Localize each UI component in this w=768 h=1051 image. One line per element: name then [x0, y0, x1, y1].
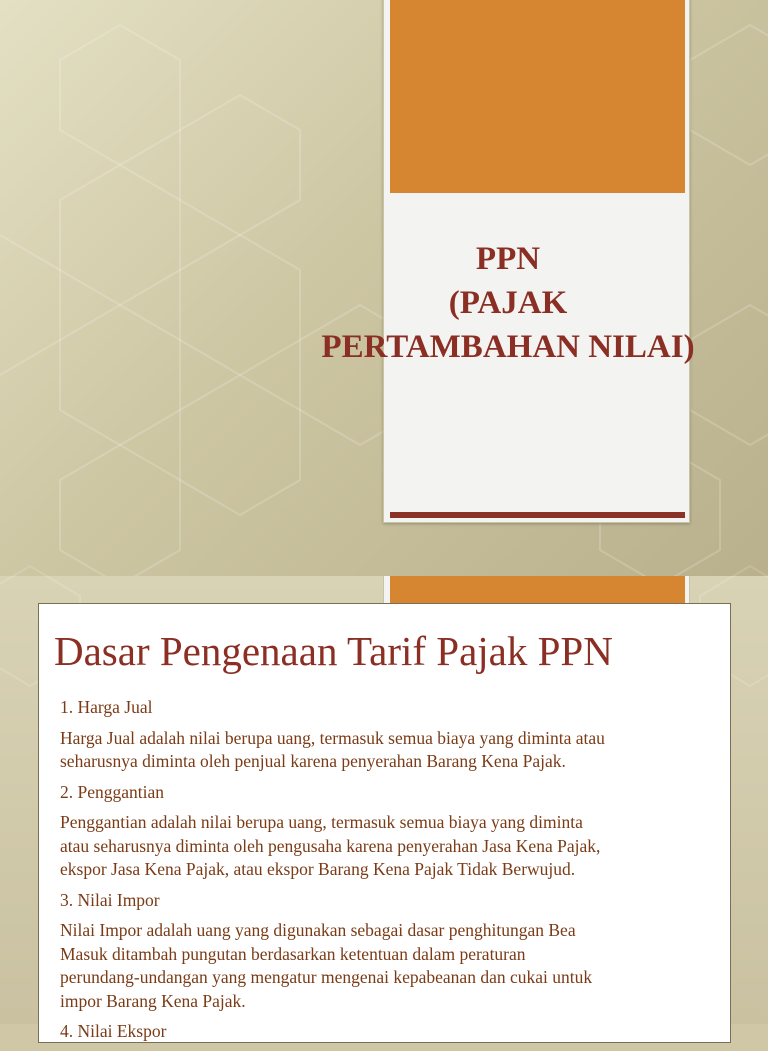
- content-slide: [0, 576, 768, 1041]
- list-item-description: [60, 811, 725, 882]
- content-heading: Dasar Pengenaan Tarif Pajak PPN: [54, 628, 613, 674]
- description-line: seharusnya diminta oleh penjual karena penyerahan Barang Kena Pajak.: [60, 751, 566, 771]
- orange-accent-block: [390, 0, 685, 193]
- definition-list: [60, 696, 725, 1051]
- slide-title: [300, 237, 716, 369]
- list-item-label: 2. Penggantian: [60, 781, 165, 802]
- description-line: Masuk ditambah pungutan berdasarkan ketentuan dalam peraturan: [60, 943, 526, 964]
- title-line-2: (PAJAK: [448, 285, 568, 321]
- red-divider: [390, 512, 685, 518]
- list-item-description: [60, 919, 725, 1013]
- description-line: perundang-undangan yang mengatur mengenai kepabeanan dan cukai untuk: [60, 967, 593, 987]
- description-line: impor Barang Kena Pajak.: [60, 990, 246, 1011]
- description-line: Harga Jual adalah nilai berupa uang, termasuk semua biaya yang diminta atau: [60, 727, 605, 748]
- list-item-label: 4. Nilai Ekspor: [60, 1021, 167, 1041]
- title-line-3: PERTAMBAHAN NILAI): [321, 329, 695, 365]
- list-item-label: 1. Harga Jual: [60, 697, 153, 717]
- list-item-description: [60, 727, 725, 774]
- description-line: Nilai Impor adalah uang yang digunakan sebagai dasar penghitungan Bea: [60, 920, 576, 940]
- description-line: atau seharusnya diminta oleh pengusaha karena penyerahan Jasa Kena Pajak,: [60, 835, 601, 856]
- title-line-1: PPN: [475, 241, 541, 277]
- description-line: ekspor Jasa Kena Pajak, atau ekspor Barang Kena Pajak Tidak Berwujud.: [60, 859, 576, 879]
- content-card: [38, 603, 731, 1043]
- list-item-label: 3. Nilai Impor: [60, 889, 160, 910]
- description-line: Penggantian adalah nilai berupa uang, termasuk semua biaya yang diminta: [60, 812, 583, 832]
